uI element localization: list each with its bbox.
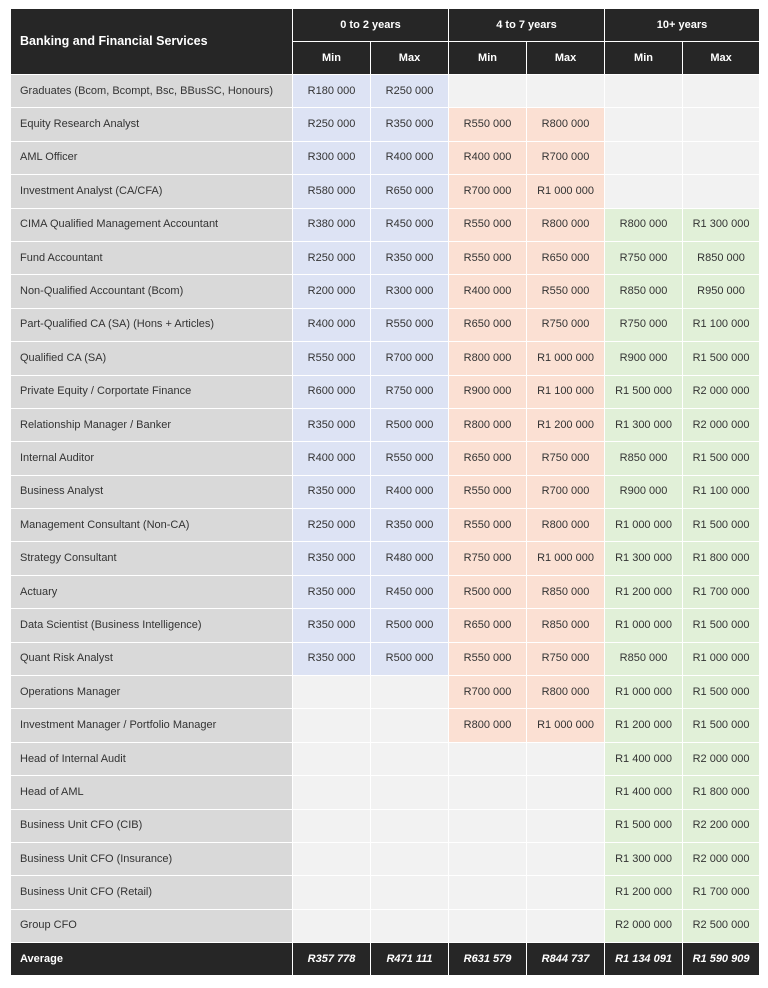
salary-cell: R600 000 — [293, 375, 371, 408]
average-value: R631 579 — [449, 943, 527, 976]
salary-cell: R1 000 000 — [527, 542, 605, 575]
salary-cell: R2 000 000 — [683, 408, 760, 441]
table-header — [11, 9, 760, 75]
role-cell: Internal Auditor — [11, 442, 293, 475]
salary-cell: R2 000 000 — [683, 375, 760, 408]
salary-cell: R350 000 — [293, 575, 371, 608]
salary-cell: R500 000 — [371, 408, 449, 441]
salary-cell: R1 700 000 — [683, 876, 760, 909]
average-value: R844 737 — [527, 943, 605, 976]
salary-cell: R350 000 — [371, 241, 449, 274]
salary-cell: R550 000 — [371, 442, 449, 475]
empty-cell — [371, 809, 449, 842]
salary-cell: R250 000 — [293, 241, 371, 274]
salary-cell: R1 500 000 — [683, 676, 760, 709]
role-cell: Actuary — [11, 575, 293, 608]
salary-cell: R550 000 — [371, 308, 449, 341]
salary-cell: R750 000 — [605, 308, 683, 341]
salary-cell: R700 000 — [527, 141, 605, 174]
salary-cell: R400 000 — [371, 141, 449, 174]
role-cell: Investment Manager / Portfolio Manager — [11, 709, 293, 742]
empty-cell — [449, 776, 527, 809]
salary-cell: R2 000 000 — [683, 842, 760, 875]
salary-cell: R900 000 — [605, 475, 683, 508]
salary-cell: R850 000 — [527, 609, 605, 642]
role-cell: Qualified CA (SA) — [11, 342, 293, 375]
table-row — [11, 175, 760, 208]
table-row — [11, 676, 760, 709]
salary-cell: R380 000 — [293, 208, 371, 241]
table-body — [11, 75, 760, 943]
role-cell: Head of AML — [11, 776, 293, 809]
average-label: Average — [11, 943, 293, 976]
empty-cell — [293, 742, 371, 775]
empty-cell — [527, 776, 605, 809]
table-row — [11, 141, 760, 174]
salary-cell: R1 200 000 — [605, 876, 683, 909]
role-cell: Private Equity / Corportate Finance — [11, 375, 293, 408]
empty-cell — [527, 876, 605, 909]
table-row — [11, 776, 760, 809]
salary-cell: R1 000 000 — [605, 676, 683, 709]
salary-cell: R550 000 — [449, 642, 527, 675]
empty-cell — [605, 141, 683, 174]
role-cell: Non-Qualified Accountant (Bcom) — [11, 275, 293, 308]
salary-table — [10, 8, 760, 976]
empty-cell — [449, 809, 527, 842]
group-header-4-7-years: 4 to 7 years — [449, 9, 605, 42]
salary-cell: R750 000 — [527, 308, 605, 341]
salary-cell: R700 000 — [371, 342, 449, 375]
empty-cell — [605, 108, 683, 141]
salary-cell: R1 500 000 — [683, 509, 760, 542]
empty-cell — [371, 876, 449, 909]
salary-cell: R250 000 — [293, 509, 371, 542]
salary-cell: R650 000 — [449, 308, 527, 341]
salary-cell: R650 000 — [527, 241, 605, 274]
salary-cell: R650 000 — [371, 175, 449, 208]
salary-cell: R350 000 — [293, 642, 371, 675]
empty-cell — [527, 909, 605, 942]
empty-cell — [371, 676, 449, 709]
salary-cell: R2 200 000 — [683, 809, 760, 842]
empty-cell — [293, 776, 371, 809]
salary-cell: R1 300 000 — [605, 408, 683, 441]
salary-cell: R1 000 000 — [605, 609, 683, 642]
salary-cell: R550 000 — [449, 241, 527, 274]
salary-cell: R800 000 — [527, 108, 605, 141]
table-row — [11, 308, 760, 341]
salary-cell: R500 000 — [449, 575, 527, 608]
table-footer — [11, 943, 760, 976]
empty-cell — [605, 75, 683, 108]
salary-cell: R1 500 000 — [683, 342, 760, 375]
salary-cell: R750 000 — [605, 241, 683, 274]
salary-cell: R1 500 000 — [683, 442, 760, 475]
subheader-min: Min — [449, 42, 527, 75]
role-cell: Part-Qualified CA (SA) (Hons + Articles) — [11, 308, 293, 341]
salary-cell: R550 000 — [293, 342, 371, 375]
role-cell: AML Officer — [11, 141, 293, 174]
salary-cell: R1 300 000 — [605, 542, 683, 575]
table-row — [11, 742, 760, 775]
salary-cell: R400 000 — [371, 475, 449, 508]
salary-cell: R800 000 — [527, 208, 605, 241]
salary-cell: R800 000 — [449, 342, 527, 375]
table-row — [11, 375, 760, 408]
empty-cell — [371, 909, 449, 942]
empty-cell — [683, 175, 760, 208]
empty-cell — [683, 141, 760, 174]
table-row — [11, 342, 760, 375]
salary-cell: R850 000 — [605, 442, 683, 475]
salary-cell: R400 000 — [293, 442, 371, 475]
salary-cell: R1 200 000 — [527, 408, 605, 441]
salary-cell: R1 200 000 — [605, 709, 683, 742]
salary-cell: R650 000 — [449, 442, 527, 475]
salary-cell: R700 000 — [449, 676, 527, 709]
salary-cell: R350 000 — [293, 542, 371, 575]
table-row — [11, 509, 760, 542]
salary-cell: R1 400 000 — [605, 776, 683, 809]
salary-cell: R850 000 — [605, 642, 683, 675]
salary-cell: R1 100 000 — [683, 475, 760, 508]
empty-cell — [293, 876, 371, 909]
salary-cell: R1 300 000 — [683, 208, 760, 241]
salary-cell: R900 000 — [605, 342, 683, 375]
empty-cell — [371, 709, 449, 742]
salary-cell: R1 700 000 — [683, 575, 760, 608]
table-row — [11, 108, 760, 141]
salary-cell: R1 500 000 — [605, 375, 683, 408]
salary-cell: R350 000 — [293, 408, 371, 441]
role-cell: Equity Research Analyst — [11, 108, 293, 141]
salary-cell: R2 500 000 — [683, 909, 760, 942]
empty-cell — [683, 108, 760, 141]
salary-cell: R750 000 — [527, 642, 605, 675]
table-row — [11, 642, 760, 675]
salary-cell: R200 000 — [293, 275, 371, 308]
table-row — [11, 876, 760, 909]
empty-cell — [293, 709, 371, 742]
empty-cell — [449, 876, 527, 909]
empty-cell — [605, 175, 683, 208]
salary-cell: R850 000 — [527, 575, 605, 608]
table-row — [11, 542, 760, 575]
salary-cell: R300 000 — [293, 141, 371, 174]
salary-cell: R180 000 — [293, 75, 371, 108]
salary-cell: R750 000 — [371, 375, 449, 408]
salary-cell: R1 500 000 — [683, 709, 760, 742]
table-row — [11, 575, 760, 608]
salary-cell: R800 000 — [527, 676, 605, 709]
role-cell: Investment Analyst (CA/CFA) — [11, 175, 293, 208]
salary-cell: R550 000 — [449, 208, 527, 241]
salary-cell: R500 000 — [371, 642, 449, 675]
subheader-max: Max — [371, 42, 449, 75]
empty-cell — [449, 75, 527, 108]
empty-cell — [527, 75, 605, 108]
salary-cell: R550 000 — [449, 108, 527, 141]
salary-cell: R1 100 000 — [527, 375, 605, 408]
salary-cell: R1 000 000 — [527, 709, 605, 742]
empty-cell — [527, 842, 605, 875]
role-cell: Fund Accountant — [11, 241, 293, 274]
subheader-min: Min — [293, 42, 371, 75]
subheader-min: Min — [605, 42, 683, 75]
salary-cell: R800 000 — [605, 208, 683, 241]
table-row — [11, 609, 760, 642]
salary-cell: R1 000 000 — [527, 175, 605, 208]
salary-cell: R350 000 — [371, 509, 449, 542]
average-value: R471 111 — [371, 943, 449, 976]
role-cell: Graduates (Bcom, Bcompt, Bsc, BBusSC, Honours) — [11, 75, 293, 108]
table-row — [11, 909, 760, 942]
salary-cell: R250 000 — [293, 108, 371, 141]
empty-cell — [293, 676, 371, 709]
salary-table-container — [10, 8, 759, 976]
salary-cell: R400 000 — [293, 308, 371, 341]
empty-cell — [449, 909, 527, 942]
table-row — [11, 241, 760, 274]
role-cell: Business Unit CFO (CIB) — [11, 809, 293, 842]
average-value: R1 134 091 — [605, 943, 683, 976]
salary-cell: R1 200 000 — [605, 575, 683, 608]
salary-cell: R350 000 — [371, 108, 449, 141]
role-cell: Head of Internal Audit — [11, 742, 293, 775]
salary-cell: R550 000 — [449, 509, 527, 542]
salary-cell: R1 000 000 — [605, 509, 683, 542]
salary-cell: R1 100 000 — [683, 308, 760, 341]
salary-cell: R1 500 000 — [683, 609, 760, 642]
salary-cell: R1 000 000 — [683, 642, 760, 675]
salary-cell: R950 000 — [683, 275, 760, 308]
role-cell: Strategy Consultant — [11, 542, 293, 575]
table-row — [11, 408, 760, 441]
salary-cell: R700 000 — [449, 175, 527, 208]
average-value: R357 778 — [293, 943, 371, 976]
salary-cell: R800 000 — [449, 408, 527, 441]
role-cell: Business Unit CFO (Retail) — [11, 876, 293, 909]
salary-cell: R1 500 000 — [605, 809, 683, 842]
role-cell: Quant Risk Analyst — [11, 642, 293, 675]
empty-cell — [371, 776, 449, 809]
role-cell: CIMA Qualified Management Accountant — [11, 208, 293, 241]
role-cell: Management Consultant (Non-CA) — [11, 509, 293, 542]
empty-cell — [449, 842, 527, 875]
salary-cell: R1 800 000 — [683, 542, 760, 575]
salary-cell: R550 000 — [449, 475, 527, 508]
subheader-max: Max — [527, 42, 605, 75]
salary-cell: R300 000 — [371, 275, 449, 308]
table-row — [11, 442, 760, 475]
table-row — [11, 75, 760, 108]
salary-cell: R750 000 — [527, 442, 605, 475]
salary-cell: R2 000 000 — [605, 909, 683, 942]
role-cell: Group CFO — [11, 909, 293, 942]
salary-cell: R400 000 — [449, 275, 527, 308]
table-row — [11, 842, 760, 875]
table-row — [11, 275, 760, 308]
salary-cell: R850 000 — [605, 275, 683, 308]
average-row — [11, 943, 760, 976]
salary-cell: R850 000 — [683, 241, 760, 274]
salary-cell: R350 000 — [293, 609, 371, 642]
empty-cell — [527, 809, 605, 842]
empty-cell — [527, 742, 605, 775]
table-row — [11, 709, 760, 742]
salary-cell: R1 800 000 — [683, 776, 760, 809]
salary-cell: R900 000 — [449, 375, 527, 408]
salary-cell: R480 000 — [371, 542, 449, 575]
empty-cell — [293, 842, 371, 875]
salary-cell: R800 000 — [449, 709, 527, 742]
salary-cell: R800 000 — [527, 509, 605, 542]
salary-cell: R500 000 — [371, 609, 449, 642]
salary-cell: R580 000 — [293, 175, 371, 208]
role-cell: Business Analyst — [11, 475, 293, 508]
average-value: R1 590 909 — [683, 943, 760, 976]
salary-cell: R400 000 — [449, 141, 527, 174]
salary-cell: R2 000 000 — [683, 742, 760, 775]
empty-cell — [683, 75, 760, 108]
role-cell: Business Unit CFO (Insurance) — [11, 842, 293, 875]
role-cell: Relationship Manager / Banker — [11, 408, 293, 441]
table-row — [11, 475, 760, 508]
empty-cell — [293, 809, 371, 842]
role-cell: Operations Manager — [11, 676, 293, 709]
empty-cell — [293, 909, 371, 942]
salary-cell: R450 000 — [371, 575, 449, 608]
salary-cell: R700 000 — [527, 475, 605, 508]
group-header-10-plus-years: 10+ years — [605, 9, 760, 42]
role-cell: Data Scientist (Business Intelligence) — [11, 609, 293, 642]
salary-cell: R650 000 — [449, 609, 527, 642]
table-title: Banking and Financial Services — [11, 9, 293, 75]
salary-cell: R350 000 — [293, 475, 371, 508]
salary-cell: R1 400 000 — [605, 742, 683, 775]
group-header-0-2-years: 0 to 2 years — [293, 9, 449, 42]
subheader-max: Max — [683, 42, 760, 75]
empty-cell — [371, 842, 449, 875]
salary-cell: R450 000 — [371, 208, 449, 241]
empty-cell — [371, 742, 449, 775]
empty-cell — [449, 742, 527, 775]
salary-cell: R1 300 000 — [605, 842, 683, 875]
salary-cell: R550 000 — [527, 275, 605, 308]
table-row — [11, 208, 760, 241]
salary-cell: R250 000 — [371, 75, 449, 108]
table-row — [11, 809, 760, 842]
salary-cell: R750 000 — [449, 542, 527, 575]
salary-cell: R1 000 000 — [527, 342, 605, 375]
